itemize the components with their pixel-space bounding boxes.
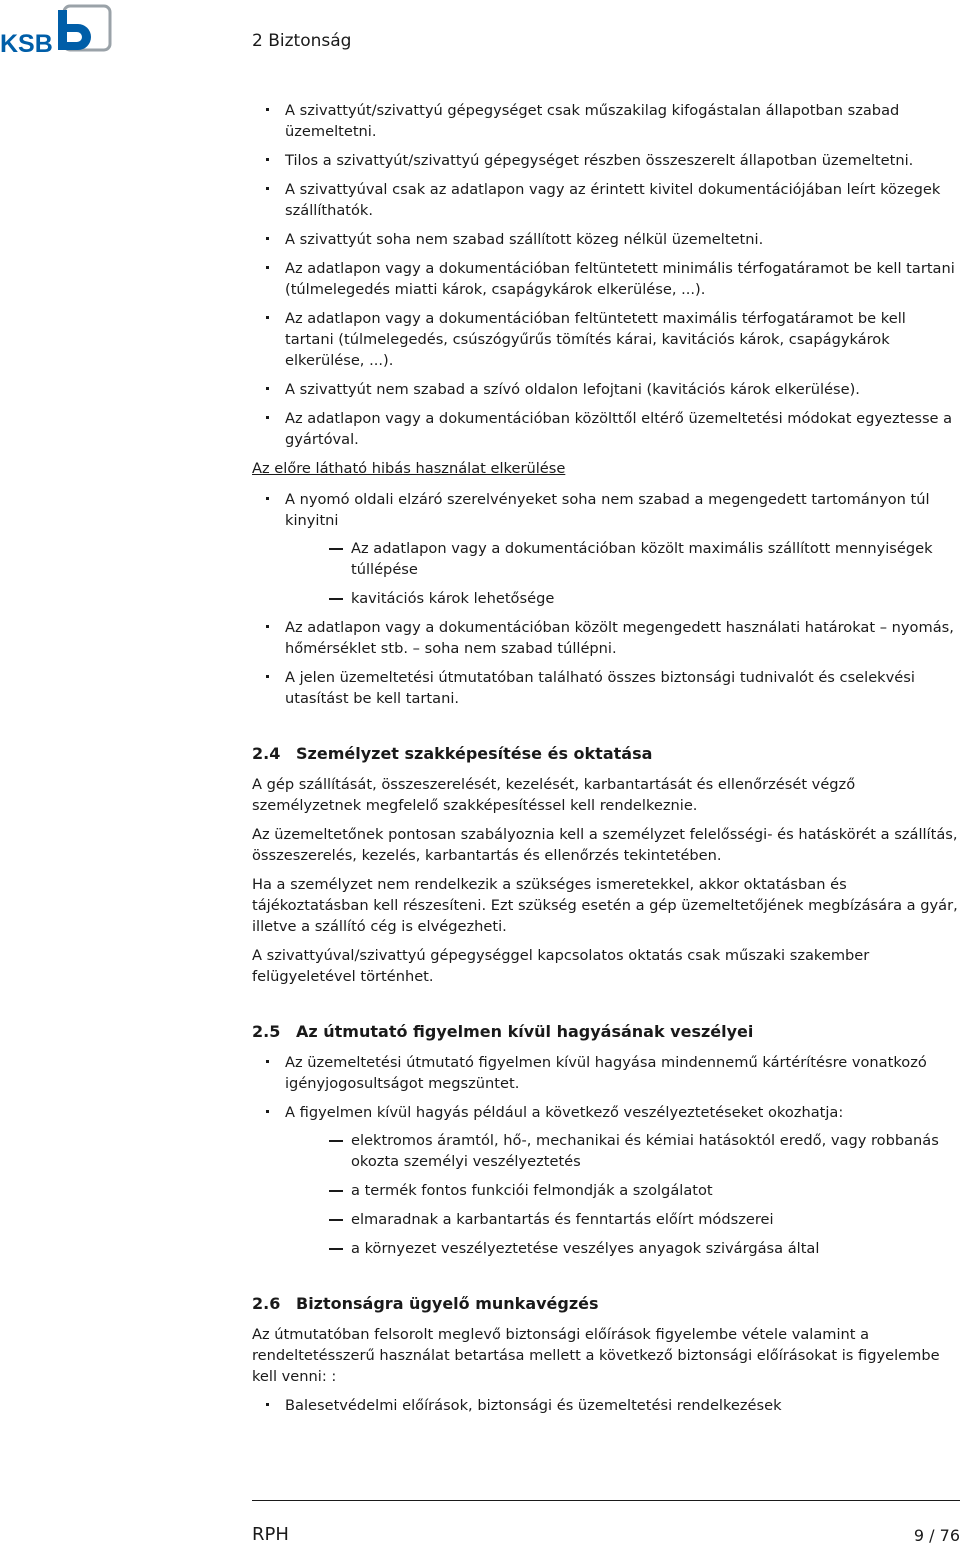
misuse-subheading: Az előre látható hibás használat elkerülése [252,460,566,477]
list-item-text: A figyelmen kívül hagyás például a következő veszélyeztetéseket okozhatja: [285,1104,844,1121]
paragraph: A gép szállítását, összeszerelését, kezelését, karbantartását és ellenőrzését végző személyzetnek megfelelő szakképesítéssel kell rendelkeznie. [252,776,856,814]
sub-list-item: kavitációs károk lehetősége [285,588,958,609]
logo-text: KSB [0,30,53,54]
paragraph: A szivattyúval/szivattyú gépegységgel kapcsolatos oktatás csak műszaki szakember felügyeletével történhet. [252,947,870,985]
section-title: Személyzet szakképesítése és oktatása [296,744,653,763]
list-item: A szivattyúval csak az adatlapon vagy az érintett kivitel dokumentációjában leírt közegek szállíthatók. [252,179,958,221]
list-item: A szivattyút soha nem szabad szállított közeg nélkül üzemeltetni. [252,229,958,250]
list-item: A jelen üzemeltetési útmutatóban található összes biztonsági tudnivalót és cselekvési utasítást be kell tartani. [252,667,958,709]
section-heading-2-4 [252,743,958,764]
section-title: Biztonságra ügyelő munkavégzés [296,1294,599,1313]
list-item: A szivattyút/szivattyú gépegységet csak műszakilag kifogástalan állapotban szabad üzemeltetni. [252,100,958,142]
list-item: A szivattyút nem szabad a szívó oldalon lefojtani (kavitációs károk elkerülése). [252,379,958,400]
list-item: Az adatlapon vagy a dokumentációban feltüntetett maximális térfogatáramot be kell tartani (túlmelegedés, csúszógyűrűs tömítés kárai, kavitációs károk, csapágykárok elkerülése, ...). [252,308,958,371]
sub-list [285,1130,958,1259]
list-item [252,489,958,609]
footer-document-code: RPH [252,1524,289,1545]
hazards-list [252,1052,958,1259]
logo-b-mark [58,6,110,50]
section-heading-2-6 [252,1293,958,1314]
sub-list-item: elmaradnak a karbantartás és fenntartás előírt módszerei [285,1209,958,1230]
ksb-logo [0,4,112,54]
list-item: Az adatlapon vagy a dokumentációban közölttől eltérő üzemeltetési módokat egyeztesse a gyártóval. [252,408,958,450]
section-heading-2-5 [252,1021,958,1042]
section-title: Az útmutató figyelmen kívül hagyásának veszélyei [296,1022,754,1041]
page-header-title: 2 Biztonság [252,31,352,51]
operating-rules-list [252,100,958,450]
paragraph: Ha a személyzet nem rendelkezik a szükséges ismeretekkel, akkor oktatásban és tájékoztatásban kell részesíteni. Ezt szükség esetén a gép üzemeltetőjének megbízására a gyár, illetve a szállító cég is elvégezheti. [252,876,958,935]
page-number: 9 / 76 [913,1526,960,1545]
list-item: Balesetvédelmi előírások, biztonsági és üzemeltetési rendelkezések [252,1395,958,1416]
list-item: Tilos a szivattyút/szivattyú gépegységet részben összeszerelt állapotban üzemeltetni. [252,150,958,171]
list-item-text: A nyomó oldali elzáró szerelvényeket soha nem szabad a megengedett tartományon túl kinyitni [285,491,930,529]
section-number: 2.6 [252,1294,281,1313]
list-item: Az adatlapon vagy a dokumentációban feltüntetett minimális térfogatáramot be kell tartani (túlmelegedés miatti károk, csapágykárok elkerülése, ...). [252,258,958,300]
misuse-list [252,489,958,709]
list-item [252,1102,958,1259]
sub-list-item: a környezet veszélyeztetése veszélyes anyagok szivárgása által [285,1238,958,1259]
safety-rules-list [252,1395,958,1416]
sub-list [285,538,958,609]
sub-list-item: Az adatlapon vagy a dokumentációban közölt maximális szállított mennyiségek túllépése [285,538,958,580]
list-item: Az adatlapon vagy a dokumentációban közölt megengedett használati határokat – nyomás, hőmérséklet stb. – soha nem szabad túllépni. [252,617,958,659]
section-number: 2.4 [252,744,281,763]
list-item: Az üzemeltetési útmutató figyelmen kívül hagyása mindennemű kártérítésre vonatkozó igényjogosultságot megszüntet. [252,1052,958,1094]
paragraph: Az üzemeltetőnek pontosan szabályoznia kell a személyzet felelősségi- és hatáskörét a szállítás, összeszerelés, kezelés, karbantartás és ellenőrzés tekintetében. [252,826,958,864]
paragraph: Az útmutatóban felsorolt meglevő biztonsági előírások figyelembe vétele valamint a rendeltetésszerű használat betartása mellett a következő biztonsági előírásokat is figyelembe kell venni: : [252,1326,940,1385]
footer-divider [252,1500,960,1501]
sub-list-item: a termék fontos funkciói felmondják a szolgálatot [285,1180,958,1201]
section-number: 2.5 [252,1022,281,1041]
page-content [252,100,958,1424]
sub-list-item: elektromos áramtól, hő-, mechanikai és kémiai hatásoktól eredő, vagy robbanás okozta személyi veszélyeztetés [285,1130,958,1172]
